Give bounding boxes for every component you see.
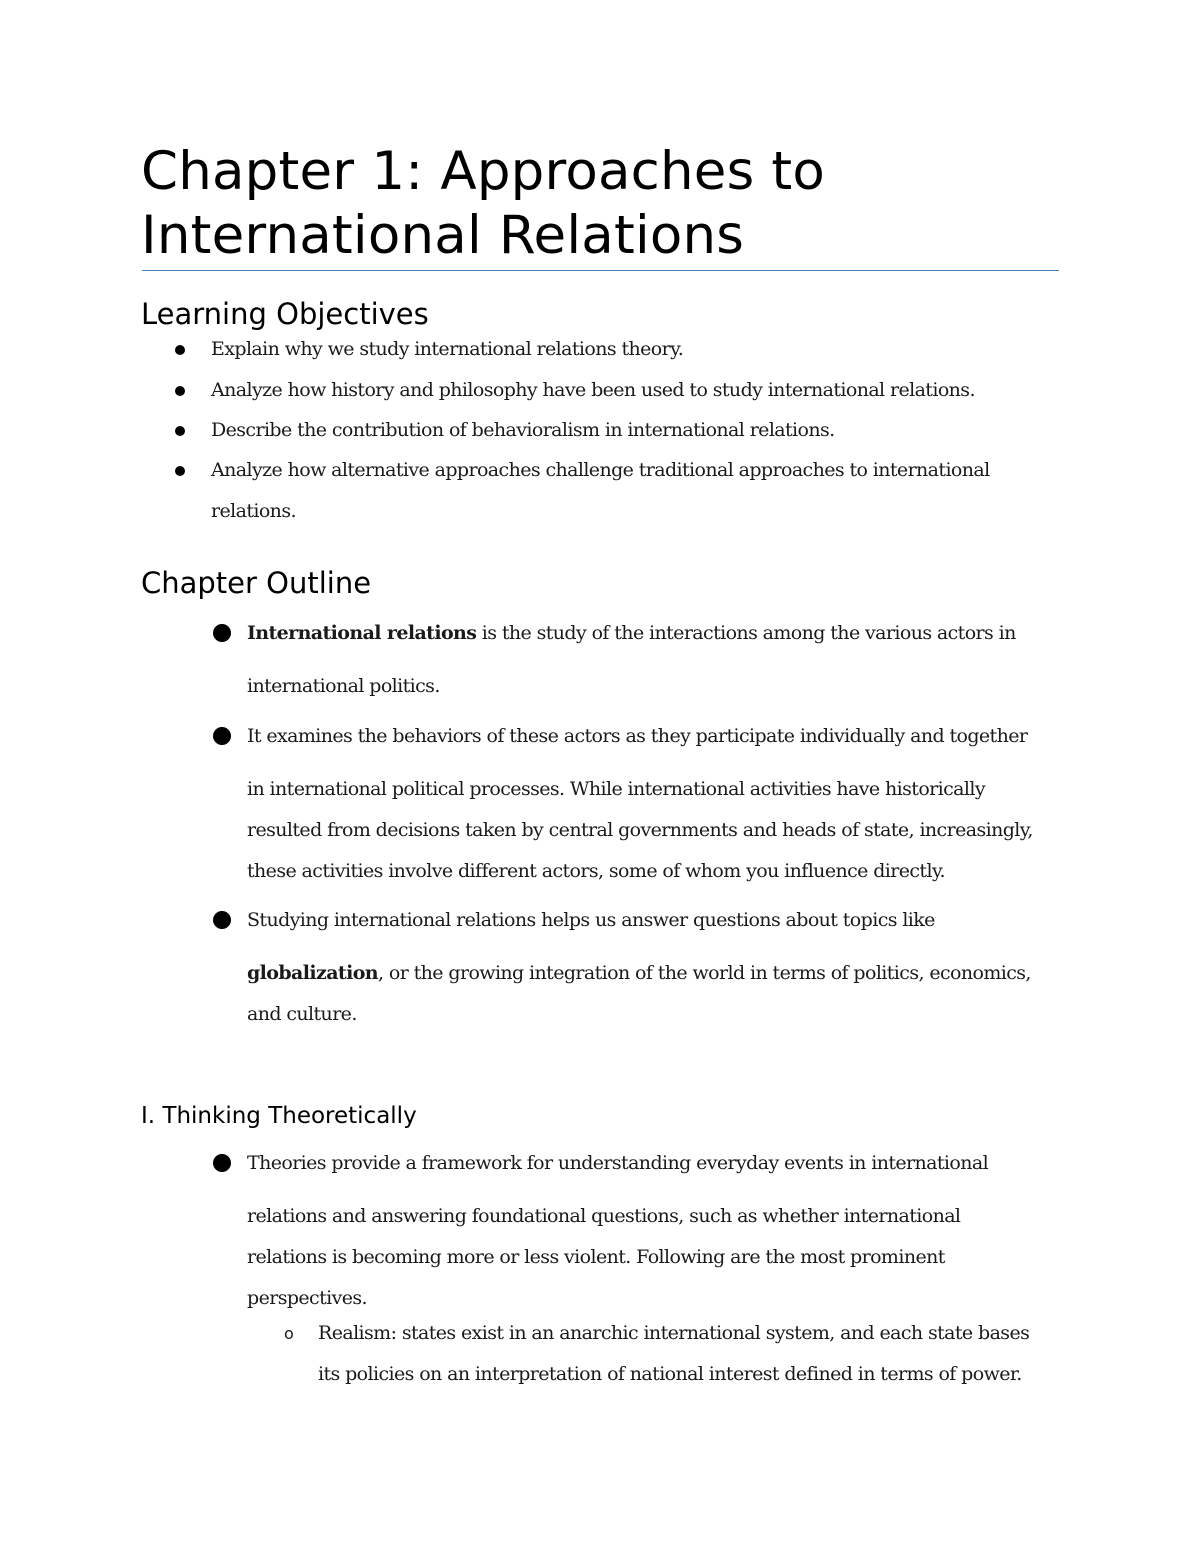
key-term: International relations: [247, 622, 477, 644]
objective-item: Analyze how history and philosophy have been used to study international relations.: [211, 379, 975, 401]
bullet-icon: [175, 466, 185, 476]
chapter-outline-heading: Chapter Outline: [141, 566, 372, 600]
bullet-icon: [213, 727, 231, 745]
objective-item: Describe the contribution of behavioralism in international relations.: [211, 419, 835, 441]
chapter-title-line-2: International Relations: [141, 205, 745, 266]
sub-outline-line: its policies on an interpretation of national interest defined in terms of power.: [318, 1363, 1022, 1385]
key-term: globalization: [247, 962, 378, 984]
learning-objectives-heading: Learning Objectives: [141, 297, 429, 331]
outline-line: these activities involve different actors, some of whom you influence directly.: [247, 860, 945, 882]
outline-item: [247, 905, 1077, 1035]
bullet-icon: [175, 345, 185, 355]
outline-line: International relations is the study of the interactions among the various actors in: [247, 622, 1016, 644]
outline-line: resulted from decisions taken by central governments and heads of state, increasingly,: [247, 819, 1033, 841]
outline-line: globalization, or the growing integration of the world in terms of politics, economics,: [247, 962, 1031, 984]
outline-line: Theories provide a framework for understanding everyday events in international: [247, 1152, 989, 1174]
outline-line: international politics.: [247, 675, 440, 697]
outline-line: perspectives.: [247, 1287, 367, 1309]
sub-bullet-marker: o: [284, 1324, 294, 1343]
outline-item: [247, 1148, 1077, 1319]
outline-line: and culture.: [247, 1003, 357, 1025]
outline-item: [247, 618, 1077, 707]
bullet-icon: [175, 426, 185, 436]
chapter-title-line-1: Chapter 1: Approaches to: [141, 141, 826, 202]
outline-line: relations and answering foundational questions, such as whether international: [247, 1205, 961, 1227]
outline-item: [247, 721, 1077, 892]
bullet-icon: [213, 624, 231, 642]
title-underline-rule: [142, 270, 1059, 271]
bullet-icon: [213, 911, 231, 929]
outline-line: It examines the behaviors of these actors as they participate individually and together: [247, 725, 1028, 747]
sub-outline-line: Realism: states exist in an anarchic international system, and each state bases: [318, 1322, 1030, 1344]
chapter-title: [141, 140, 1061, 268]
outline-line: relations is becoming more or less violent. Following are the most prominent: [247, 1246, 945, 1268]
outline-line: in international political processes. While international activities have historically: [247, 778, 985, 800]
outline-line: Studying international relations helps us answer questions about topics like: [247, 909, 935, 931]
objective-item: Analyze how alternative approaches challenge traditional approaches to international relations.: [211, 459, 990, 522]
bullet-icon: [213, 1154, 231, 1172]
sub-outline-item: [318, 1313, 1078, 1395]
objective-item: Explain why we study international relations theory.: [211, 338, 684, 360]
bullet-icon: [175, 386, 185, 396]
thinking-theoretically-heading: I. Thinking Theoretically: [141, 1103, 417, 1129]
